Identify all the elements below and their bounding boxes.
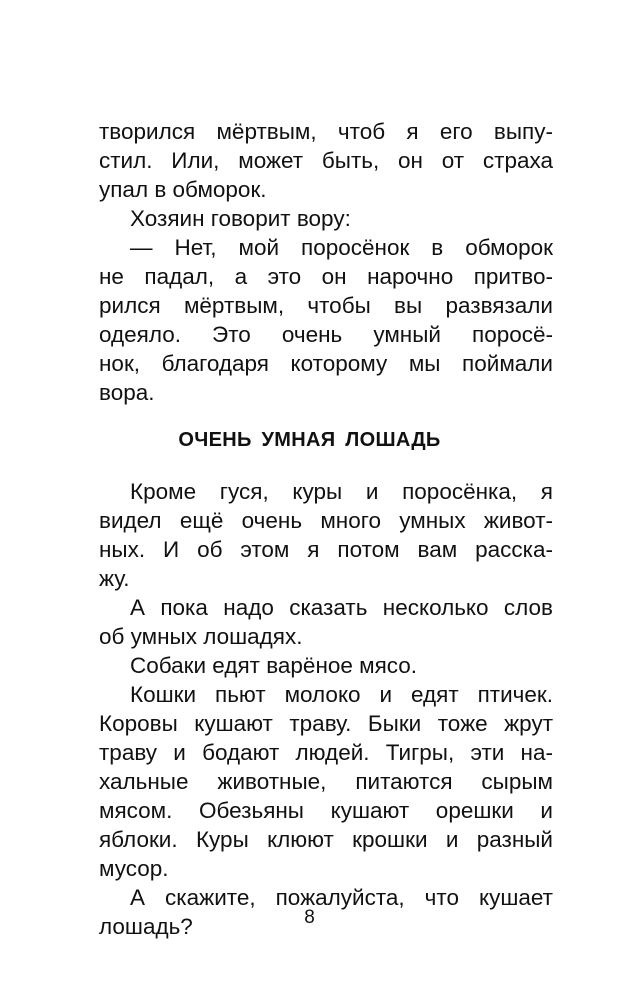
text-line: траву и бодают людей. Тигры, эти на- xyxy=(99,740,553,765)
text-line: Собаки едят варёное мясо. xyxy=(130,653,418,678)
text-line: об умных лошадях. xyxy=(99,624,303,649)
text-line: одеяло. Это очень умный поросё- xyxy=(99,322,553,347)
text-line: видел ещё очень много умных живот- xyxy=(99,508,553,533)
text-line: Кроме гуся, куры и поросёнка, я xyxy=(130,479,553,504)
text-line: вора. xyxy=(99,380,155,405)
text-line: не падал, а это он нарочно притво- xyxy=(99,264,553,289)
text-line: мясом. Обезьяны кушают орешки и xyxy=(99,798,553,823)
text-line: творился мёртвым, чтоб я его выпу- xyxy=(99,119,553,144)
text-line: рился мёртвым, чтобы вы развязали xyxy=(99,293,553,318)
text-line: А скажите, пожалуйста, что кушает xyxy=(130,885,553,910)
page-number: 8 xyxy=(304,907,315,928)
text-line: Хозяин говорит вору: xyxy=(130,206,351,231)
text-line: мусор. xyxy=(99,856,169,881)
text-line: Коровы кушают траву. Быки тоже жрут xyxy=(99,711,553,736)
text-line: яблоки. Куры клюют крошки и разный xyxy=(99,827,553,852)
text-line: жу. xyxy=(99,566,130,591)
chapter-title: ОЧЕНЬ УМНАЯ ЛОШАДЬ xyxy=(178,429,441,451)
text-line: лошадь? xyxy=(99,914,193,939)
text-line: нок, благодаря которому мы поймали xyxy=(99,351,553,376)
text-line: упал в обморок. xyxy=(99,177,267,202)
text-line: Кошки пьют молоко и едят птичек. xyxy=(130,682,553,707)
text-line: хальные животные, питаются сырым xyxy=(99,769,553,794)
text-line: — Нет, мой поросёнок в обморок xyxy=(130,235,553,260)
text-line: ных. И об этом я потом вам расска- xyxy=(99,537,553,562)
text-line: стил. Или, может быть, он от страха xyxy=(99,148,553,173)
text-line: А пока надо сказать несколько слов xyxy=(130,595,553,620)
